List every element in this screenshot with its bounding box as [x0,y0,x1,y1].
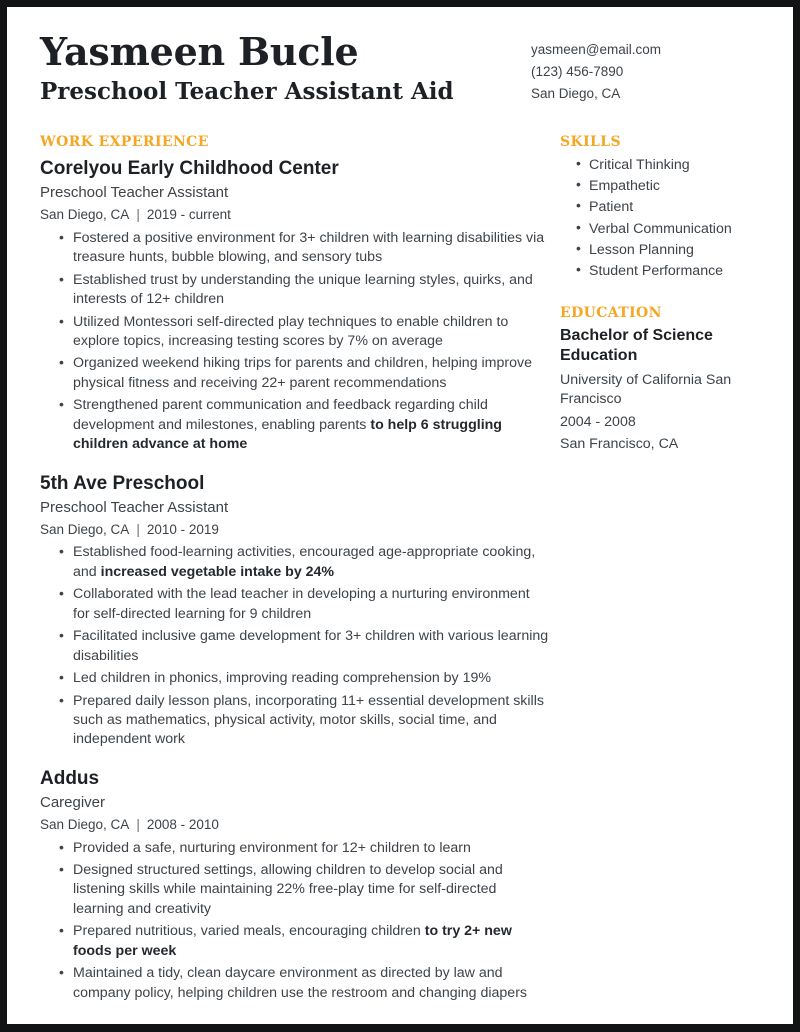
bullet-emphasis: to help 6 struggling children advance at home [73,416,502,453]
job-company: Corelyou Early Childhood Center [40,158,339,180]
bullet-text: Strengthened parent communication and feedback regarding child development and milestones, enabling parents [73,397,488,433]
skill-item: • Lesson Planning [576,240,778,260]
education-location: San Francisco, CA [560,436,679,453]
contact-email[interactable]: yasmeen@email.com [531,42,661,57]
skills-list [560,155,778,281]
contact-block [531,31,763,105]
bullet-text: Organized weekend hiking trips for parents and children, helping improve physical fitness and receiving 22+ parent recommendations [73,355,532,391]
bullet-text: Established trust by understanding the unique learning styles, quirks, and interests of 12+ children [73,271,533,308]
job-bullet [59,271,550,310]
bullet-text: Provided a safe, nurturing environment for 12+ children to learn [73,839,471,856]
job-bullet [59,396,550,454]
bullet-text: Facilitated inclusive game development for 3+ children with various learning disabilities [73,628,549,664]
job-bullet [59,669,550,688]
skill-item: • Critical Thinking [576,155,778,175]
job-bullet [59,585,550,624]
job-role: Preschool Teacher Assistant [40,184,229,202]
resume-body [40,134,763,1006]
job-meta-separator: | [136,521,140,537]
job-location: San Diego, CA [40,207,130,223]
resume-header [40,31,763,106]
job-bullet-list [40,839,550,1004]
job-company: Addus [40,767,100,789]
job-bullet [59,964,550,1003]
job-meta [40,521,550,540]
bullet-emphasis: to try 2+ new foods per week [73,923,512,959]
job-meta [40,816,550,835]
education-entry [560,326,778,455]
bullet-text: Prepared nutritious, varied meals, encouraging children [73,923,425,940]
contact-phone[interactable]: (123) 456-7890 [531,64,624,79]
candidate-name: Yasmeen Bucle [40,29,359,74]
skill-item: • Empathetic [576,176,778,196]
contact-location: San Diego, CA [531,86,621,101]
resume-page [7,7,793,1024]
job-role: Preschool Teacher Assistant [40,498,229,516]
side-column [560,134,778,455]
education-dates: 2004 - 2008 [560,413,636,430]
job-bullet [59,861,550,919]
job-meta [40,206,550,225]
job-bullet [59,839,550,858]
bullet-text: Fostered a positive environment for 3+ children with learning disabilities via treasure hunts, bubble blowing, and sensory tubs [73,229,545,266]
job-dates: 2019 - current [146,207,231,223]
section-title-skills: SKILLS [560,134,622,151]
job-bullet [59,354,550,393]
job-location: San Diego, CA [40,816,130,832]
job-location: San Diego, CA [40,521,130,537]
job-company: 5th Ave Preschool [40,472,205,494]
skill-item: • Patient [576,197,778,217]
job-bullet [59,313,550,352]
job-bullet [59,922,550,961]
education-school: University of California San Francisco [560,371,732,408]
job-bullet [59,229,550,268]
job-bullet-list [40,543,550,750]
section-title-education: EDUCATION [560,305,662,322]
bullet-text: Designed structured settings, allowing children to develop social and listening skills while maintaining 22% free-play time for self-directed learning and creativity [73,862,503,917]
job-bullet [59,627,550,666]
candidate-headline: Preschool Teacher Assistant Aid [40,78,454,106]
bullet-text: Established food-learning activities, encouraged age-appropriate cooking, and [73,544,536,580]
section-title-work-experience: WORK EXPERIENCE [40,134,209,151]
job-meta-separator: | [136,207,140,223]
skill-item: • Verbal Communication [576,219,778,239]
job-dates: 2010 - 2019 [146,521,219,537]
work-experience-entry [40,472,550,750]
skill-item: • Student Performance [576,261,778,281]
bullet-text: Led children in phonics, improving reading comprehension by 19% [73,670,491,687]
work-experience-list [40,157,550,1003]
bullet-text: Prepared daily lesson plans, incorporating 11+ essential development skills such as mathematics, physical activity, motor skills, social time, and independent work [73,692,544,748]
bullet-text: Collaborated with the lead teacher in developing a nurturing environment for self-directed learning for 9 children [73,586,530,622]
job-bullet [59,692,550,750]
bullet-emphasis: increased vegetable intake by 24% [100,563,335,580]
header-identity [40,31,520,106]
job-dates: 2008 - 2010 [146,816,219,832]
bullet-text: Utilized Montessori self-directed play techniques to enable children to explore topics, increasing testing scores by 7% on average [73,313,509,349]
job-meta-separator: | [136,816,140,832]
education-degree: Bachelor of Science Education [560,327,713,365]
bullet-text: Maintained a tidy, clean daycare environment as directed by law and company policy, helping children use the restroom and changing diapers [73,965,528,1001]
job-role: Caregiver [40,793,106,811]
work-experience-entry [40,157,550,455]
job-bullet [59,543,550,582]
education-section [560,305,778,455]
main-column [40,134,550,1006]
skills-section [560,134,778,281]
work-experience-entry [40,767,550,1003]
job-bullet-list [40,229,550,455]
education-list [560,326,778,455]
